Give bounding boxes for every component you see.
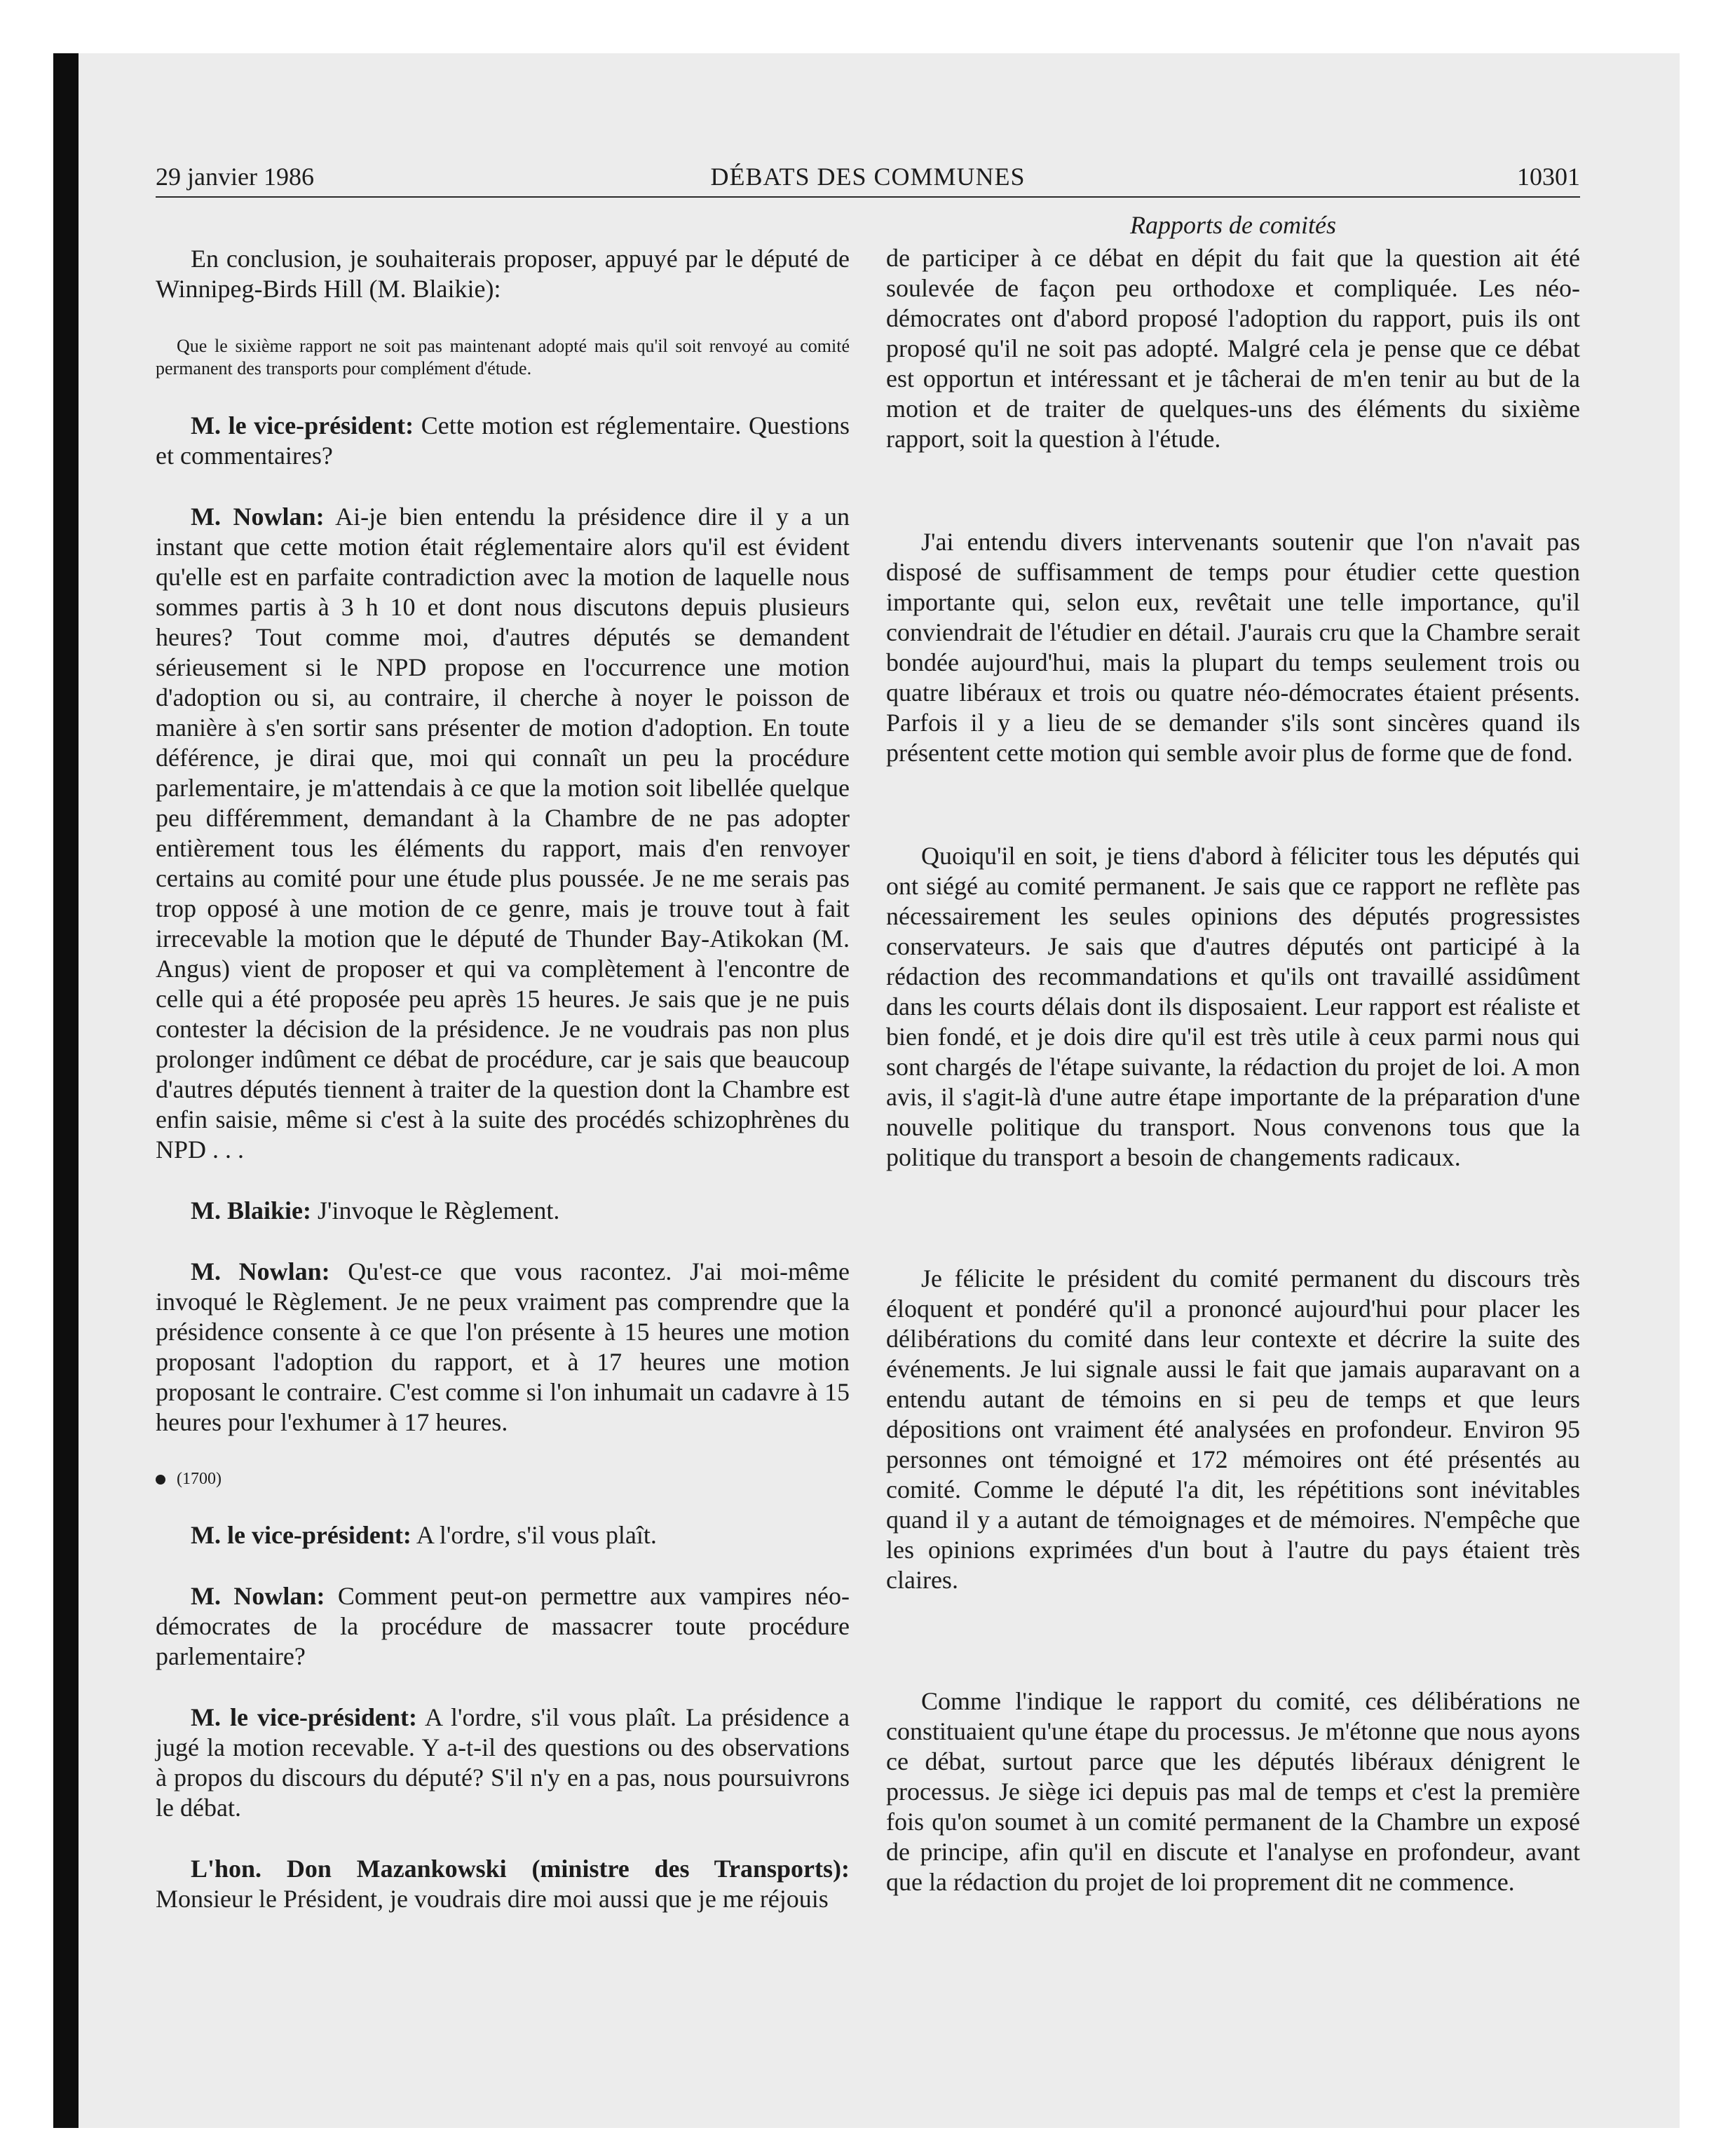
paragraph: Je félicite le président du comité permanent du discours très éloquent et pondéré qu'il a prononcé aujourd'hui pour placer les délibérations du comité dans leur contexte et décrire la suite des événements. Je lui signale aussi le fait que jamais auparavant on a entendu autant de témoins en si peu de temps et que leurs dépositions ont vraiment été analysées en profondeur. Environ 95 personnes ont témoigné et 172 mémoires ont été présentés au comité. Comme le député l'a dit, les répétitions sont inévitables quand il y a autant de témoignages et de mémoires. N'empêche que les opinions exprimées d'un bout à l'autre du pays étaient très claires. [886, 1264, 1580, 1594]
speech-text: A l'ordre, s'il vous plaît. [411, 1521, 657, 1549]
paragraph: de participer à ce débat en dépit du fait que la question ait été soulevée de façon peu orthodoxe et compliquée. Les néo-démocrates ont d'abord proposé l'adoption du rapport, puis ils ont proposé qu'il ne soit pas adopté. Malgré cela je pense que ce débat est opportun et intéressant et je tâcherai de m'en tenir au but de la motion et de traiter de quelques-uns des éléments du sixième rapport, soit la question à l'étude. [886, 244, 1580, 453]
speaker-name: M. le vice-président: [191, 411, 414, 439]
paragraph [156, 1520, 850, 1550]
speech-text: Qu'est-ce que vous racontez. J'ai moi-même invoqué le Règlement. Je ne peux vraiment pas comprendre que la présidence consente à ce que l'on présente à 15 heures une motion proposant l'adoption du rapport, et à 17 heures une motion proposant le contraire. C'est comme si l'on inhumait un cadavre à 15 heures pour l'exhumer à 17 heures. [156, 1257, 850, 1436]
binding-edge [53, 53, 79, 2128]
speaker-name: M. Nowlan: [191, 1257, 330, 1285]
paragraph [156, 1196, 850, 1226]
time-marker-text: (1700) [177, 1470, 222, 1488]
left-column [156, 244, 850, 1914]
paragraph [156, 1703, 850, 1823]
right-column [886, 210, 1580, 1897]
time-marker [156, 1468, 850, 1489]
paragraph [156, 411, 850, 471]
paragraph [156, 502, 850, 1165]
section-label: Rapports de comités [1130, 211, 1336, 239]
speaker-name: M. le vice-président: [191, 1521, 411, 1549]
speech-text: A l'ordre, s'il vous plaît. La présidence a jugé la motion recevable. Y a-t-il des questions ou des observations à propos du discours du député? S'il n'y en a pas, nous poursuivrons le débat. [156, 1703, 850, 1822]
speech-text: Ai-je bien entendu la présidence dire il y a un instant que cette motion était réglementaire alors qu'il est évident qu'elle est en parfaite contradiction avec la motion de laquelle nous sommes partis à 3 h 10 et dont nous discutons depuis plusieurs heures? Tout comme moi, d'autres députés se demandent sérieusement si le NPD propose en l'occurrence une motion d'adoption ou si, au contraire, il cherche à noyer le poisson de manière à s'en sortir sans présenter de motion d'adoption. En toute déférence, je dirai que, moi qui connaît un peu la procédure parlementaire, je m'attendais à ce que la motion soit libellée quelque peu différemment, demandant à la Chambre de ne pas adopter entièrement tous les éléments du rapport, mais d'en renvoyer certains au comité pour une étude plus poussée. Je ne me serais pas trop opposé à une motion de ce genre, mais je trouve tout à fait irrecevable la motion que le député de Thunder Bay-Atikokan (M. Angus) vient de proposer et qui va complètement à l'encontre de celle qui a été proposée peu après 15 heures. Je sais que je ne puis contester la décision de la présidence. Je ne voudrais pas non plus prolonger indûment ce débat de procédure, car je sais que beaucoup d'autres députés tiennent à traiter de la question dont la Chambre est enfin saisie, même si c'est à la suite des procédés schizophrènes du NPD . . . [156, 503, 850, 1164]
bullet-icon [156, 1475, 165, 1485]
paragraph: Comme l'indique le rapport du comité, ces délibérations ne constituaient qu'une étape du processus. Je m'étonne que nous ayons ce débat, surtout parce que les députés libéraux dénigrent le processus. Je siège ici depuis pas mal de temps et c'est la première fois qu'on soumet à un comité permanent de la Chambre un exposé de principe, afin qu'il en discute et l'analyse en profondeur, avant que la rédaction du projet de loi proprement dit ne commence. [886, 1687, 1580, 1896]
speaker-name: M. Blaikie: [191, 1196, 311, 1224]
paragraph [156, 1854, 850, 1914]
speech-text: Monsieur le Président, je voudrais dire moi aussi que je me réjouis [156, 1885, 829, 1913]
header-title: DÉBATS DES COMMUNES [710, 163, 1026, 191]
page-number: 10301 [1517, 163, 1580, 191]
paragraph [156, 1581, 850, 1672]
speech-text: Cette motion est réglementaire. Questions et commentaires? [156, 411, 850, 470]
paragraph [156, 1257, 850, 1438]
paragraph: J'ai entendu divers intervenants soutenir que l'on n'avait pas disposé de suffisamment de temps pour étudier cette question importante qui, selon eux, revêtait une telle importance, qu'il conviendrait de l'étudier en détail. J'aurais cru que la Chambre serait bondée aujourd'hui, mais la plupart du temps seulement trois ou quatre libéraux et trois ou quatre néo-démocrates étaient présents. Parfois il y a lieu de se demander s'ils sont sincères quand ils présentent cette motion qui semble avoir plus de forme que de fond. [886, 528, 1580, 767]
page-header [156, 161, 1580, 198]
speaker-name: M. le vice-président: [191, 1703, 417, 1731]
paragraph: En conclusion, je souhaiterais proposer, appuyé par le député de Winnipeg-Birds Hill (M. Blaikie): [156, 245, 850, 303]
speech-text: Comment peut-on permettre aux vampires néo-démocrates de la procédure de massacrer toute procédure parlementaire? [156, 1582, 850, 1670]
speaker-name: M. Nowlan: [191, 503, 325, 531]
paragraph: Quoiqu'il en soit, je tiens d'abord à féliciter tous les députés qui ont siégé au comité permanent. Je sais que ce rapport ne reflète pas nécessairement les seules opinions des députés progressistes conservateurs. Je sais que d'autres députés ont participé à la rédaction des recommandations et qu'ils ont travaillé assidûment dans les courts délais dont ils disposaient. Leur rapport est réaliste et bien fondé, et je dois dire qu'il est très utile à ceux parmi nous qui sont chargés de l'étape suivante, la rédaction du projet de loi. A mon avis, il s'agit-là d'une autre étape importante de la préparation d'une nouvelle politique du transport. Nous convenons tous que la politique du transport a besoin de changements radicaux. [886, 842, 1580, 1171]
motion-quote: Que le sixième rapport ne soit pas maintenant adopté mais qu'il soit renvoyé au comité permanent des transports pour complément d'étude. [156, 336, 850, 378]
speaker-name: M. Nowlan: [191, 1582, 325, 1610]
header-date: 29 janvier 1986 [156, 163, 314, 191]
speech-text: J'invoque le Règlement. [311, 1196, 560, 1224]
speaker-name: L'hon. Don Mazankowski (ministre des Transports): [191, 1855, 850, 1883]
